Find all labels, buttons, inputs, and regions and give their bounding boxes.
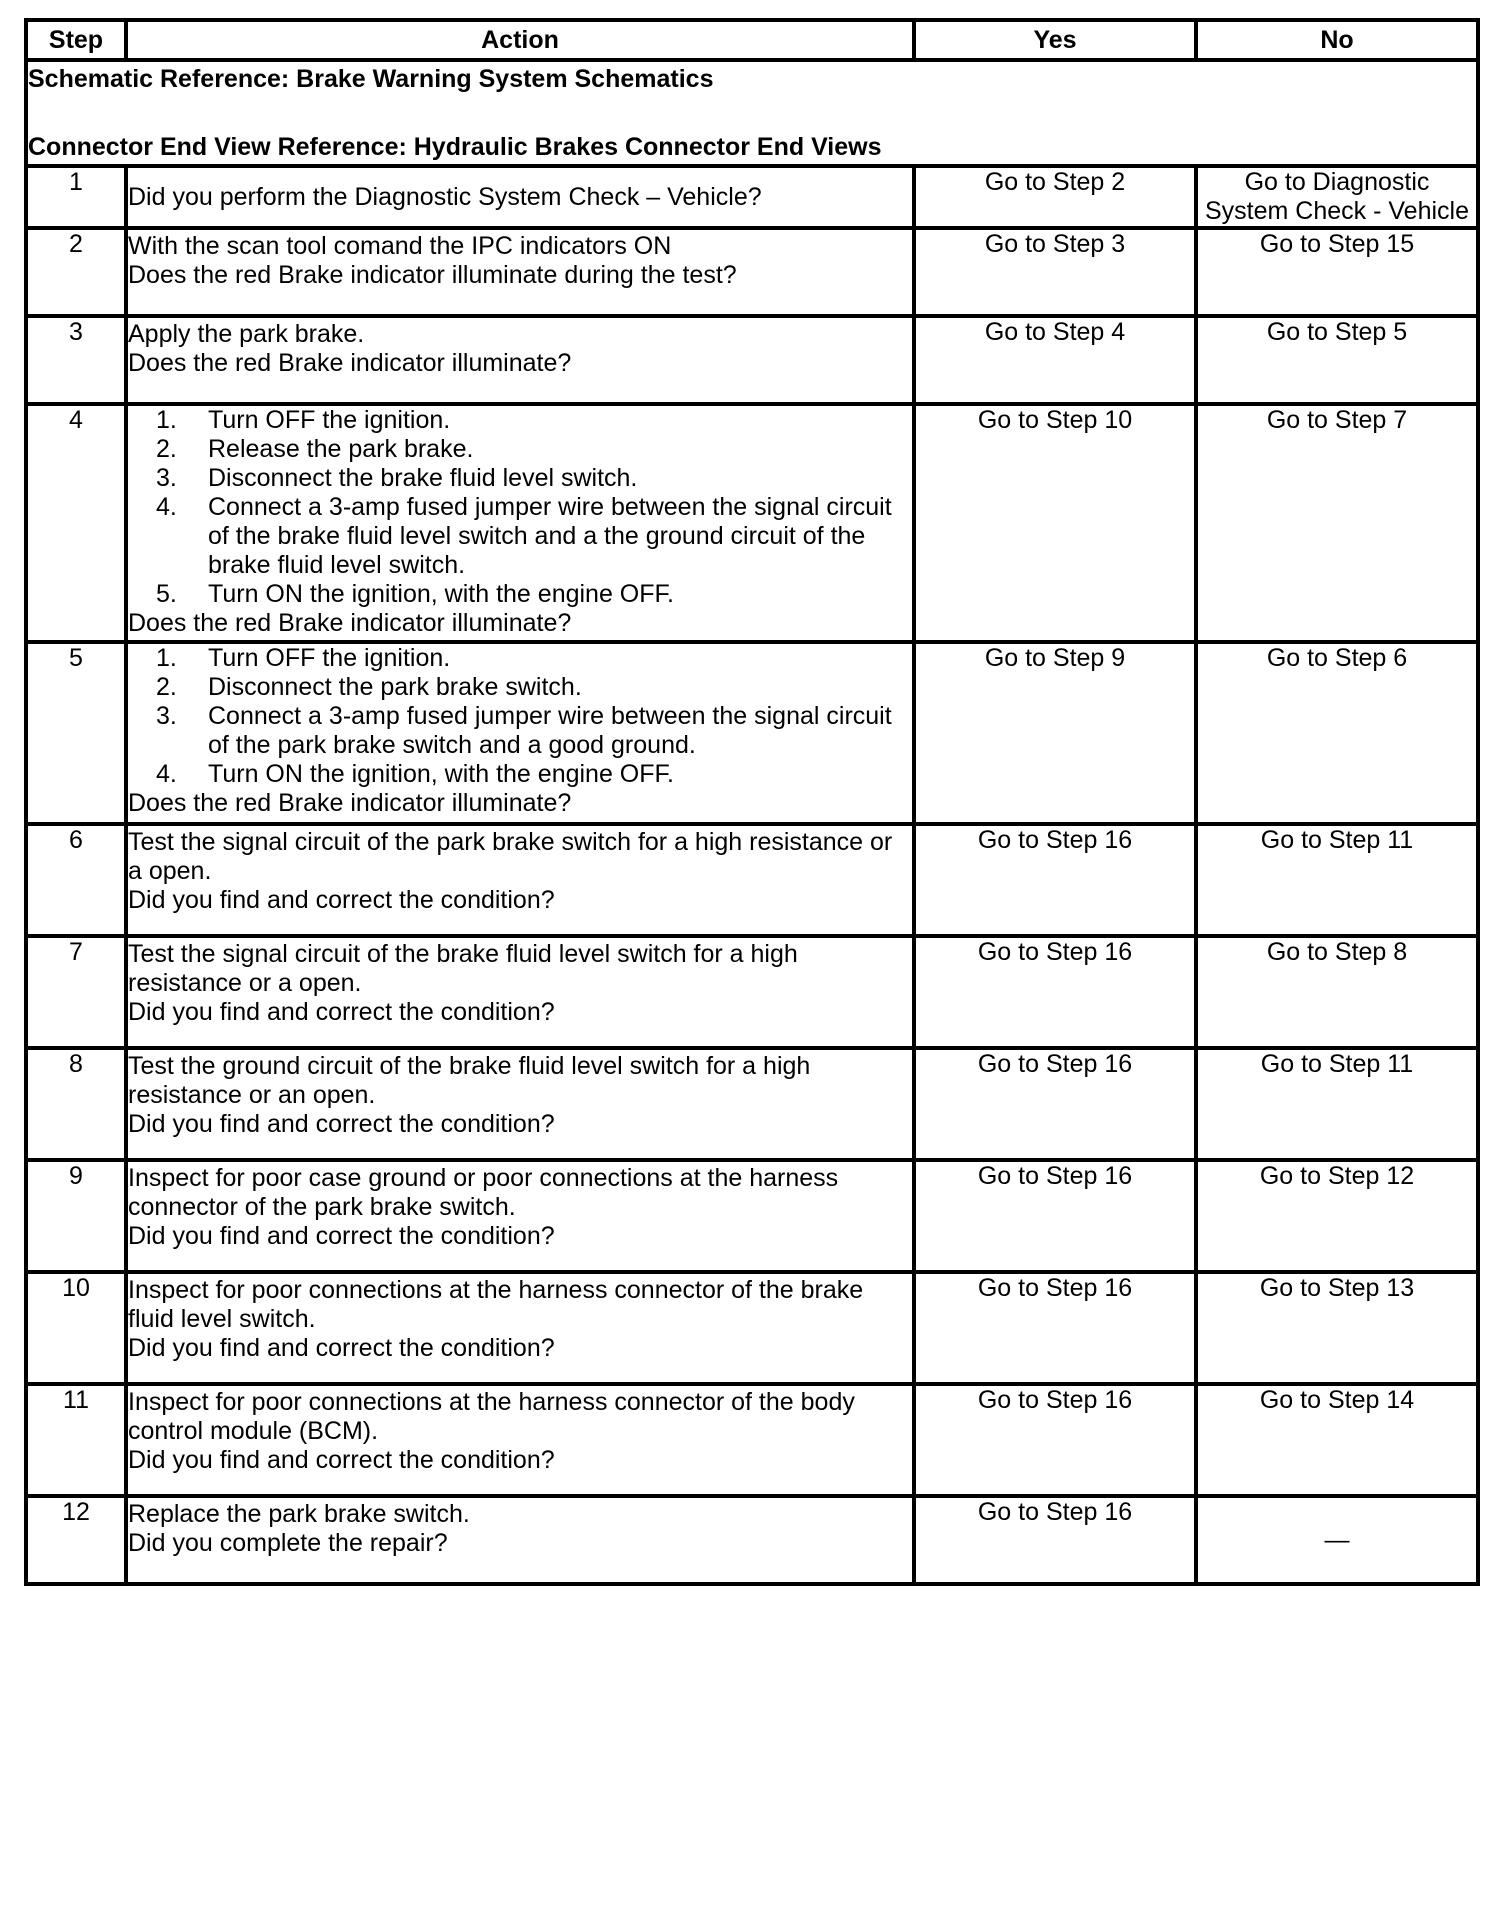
connector-reference: Connector End View Reference: Hydraulic Brakes Connector End Views xyxy=(28,133,882,161)
reference-row xyxy=(26,60,1478,166)
yes-result: Go to Step 4 xyxy=(914,316,1196,404)
no-result: Go to Step 7 xyxy=(1196,404,1478,642)
substep: 2. Release the park brake. xyxy=(156,435,474,463)
step-number: 3 xyxy=(26,316,126,404)
header-row xyxy=(26,20,1478,60)
substep: 5. Turn ON the ignition, with the engine OFF. xyxy=(156,580,674,608)
schematic-reference: Schematic Reference: Brake Warning System Schematics xyxy=(28,65,714,93)
no-result: Go to Step 15 xyxy=(1196,228,1478,316)
no-result: Go to Step 5 xyxy=(1196,316,1478,404)
step-number: 11 xyxy=(26,1384,126,1496)
action-question: Did you find and correct the condition? xyxy=(128,998,555,1026)
yes-result: Go to Step 16 xyxy=(914,1272,1196,1384)
substep-list xyxy=(128,644,912,789)
step-number: 10 xyxy=(26,1272,126,1384)
yes-result: Go to Step 10 xyxy=(914,404,1196,642)
yes-result: Go to Step 16 xyxy=(914,1160,1196,1272)
substep: 3. Disconnect the brake fluid level switch. xyxy=(156,464,638,492)
diagnostic-table xyxy=(24,18,1480,1586)
action-question: Did you find and correct the condition? xyxy=(128,1334,555,1362)
step-number: 5 xyxy=(26,642,126,824)
substep: 4. Connect a 3-amp fused jumper wire between the signal circuit of the brake fluid level switch and a the ground circuit of the brake fluid level switch. xyxy=(156,493,892,579)
substep: 2. Disconnect the park brake switch. xyxy=(156,673,582,701)
step-number: 4 xyxy=(26,404,126,642)
header-yes: Yes xyxy=(914,20,1196,60)
step-row-9 xyxy=(26,1160,1478,1272)
yes-result: Go to Step 16 xyxy=(914,1496,1196,1584)
step-number: 1 xyxy=(26,166,126,228)
action-question: Does the red Brake indicator illuminate during the test? xyxy=(128,261,737,289)
header-step: Step xyxy=(26,20,126,60)
no-result: Go to Step 11 xyxy=(1196,824,1478,936)
action-question: Does the red Brake indicator illuminate? xyxy=(128,789,572,817)
yes-result: Go to Step 16 xyxy=(914,824,1196,936)
header-action: Action xyxy=(126,20,914,60)
step-number: 6 xyxy=(26,824,126,936)
no-result: Go to Diagnostic System Check - Vehicle xyxy=(1196,166,1478,228)
step-row-6 xyxy=(26,824,1478,936)
yes-result: Go to Step 9 xyxy=(914,642,1196,824)
action-text: Test the ground circuit of the brake fluid level switch for a high resistance or an open. xyxy=(128,1052,811,1109)
action-question: Did you find and correct the condition? xyxy=(128,1110,555,1138)
step-number: 2 xyxy=(26,228,126,316)
action-text: With the scan tool comand the IPC indicators ON xyxy=(128,232,672,260)
step-number: 9 xyxy=(26,1160,126,1272)
step-row-4 xyxy=(26,404,1478,642)
step-row-10 xyxy=(26,1272,1478,1384)
step-row-11 xyxy=(26,1384,1478,1496)
action-text: Inspect for poor connections at the harness connector of the brake fluid level switch. xyxy=(128,1276,864,1333)
action-text: Replace the park brake switch. xyxy=(128,1500,470,1528)
substep: 1. Turn OFF the ignition. xyxy=(156,406,451,434)
header-no: No xyxy=(1196,20,1478,60)
step-row-12 xyxy=(26,1496,1478,1584)
no-result: Go to Step 12 xyxy=(1196,1160,1478,1272)
step-row-2 xyxy=(26,228,1478,316)
action-text: Inspect for poor case ground or poor connections at the harness connector of the park brake switch. xyxy=(128,1164,839,1221)
substep: 3. Connect a 3-amp fused jumper wire between the signal circuit of the park brake switch and a good ground. xyxy=(156,702,892,759)
no-result: Go to Step 6 xyxy=(1196,642,1478,824)
substep: 1. Turn OFF the ignition. xyxy=(156,644,451,672)
substep-list xyxy=(128,406,912,609)
step-row-8 xyxy=(26,1048,1478,1160)
action-text: Test the signal circuit of the brake fluid level switch for a high resistance or a open. xyxy=(128,940,798,997)
action-question: Does the red Brake indicator illuminate? xyxy=(128,609,572,637)
yes-result: Go to Step 3 xyxy=(914,228,1196,316)
step-row-7 xyxy=(26,936,1478,1048)
step-number: 7 xyxy=(26,936,126,1048)
yes-result: Go to Step 16 xyxy=(914,936,1196,1048)
yes-result: Go to Step 16 xyxy=(914,1384,1196,1496)
yes-result: Go to Step 2 xyxy=(914,166,1196,228)
step-row-3 xyxy=(26,316,1478,404)
no-result: Go to Step 14 xyxy=(1196,1384,1478,1496)
action-question: Did you complete the repair? xyxy=(128,1529,448,1557)
action-text: Apply the park brake. xyxy=(128,320,365,348)
step-row-5 xyxy=(26,642,1478,824)
action-question: Did you find and correct the condition? xyxy=(128,886,555,914)
action-question: Does the red Brake indicator illuminate? xyxy=(128,349,572,377)
step-row-1 xyxy=(26,166,1478,228)
substep: 4. Turn ON the ignition, with the engine OFF. xyxy=(156,760,674,788)
no-result: Go to Step 11 xyxy=(1196,1048,1478,1160)
step-number: 8 xyxy=(26,1048,126,1160)
no-result: — xyxy=(1196,1496,1478,1584)
action-question: Did you find and correct the condition? xyxy=(128,1222,555,1250)
action-text: Test the signal circuit of the park brake switch for a high resistance or a open. xyxy=(128,828,893,885)
no-result: Go to Step 8 xyxy=(1196,936,1478,1048)
no-result: Go to Step 13 xyxy=(1196,1272,1478,1384)
action-question: Did you perform the Diagnostic System Check – Vehicle? xyxy=(128,182,762,211)
action-question: Did you find and correct the condition? xyxy=(128,1446,555,1474)
yes-result: Go to Step 16 xyxy=(914,1048,1196,1160)
step-number: 12 xyxy=(26,1496,126,1584)
action-text: Inspect for poor connections at the harness connector of the body control module (BCM). xyxy=(128,1388,855,1445)
